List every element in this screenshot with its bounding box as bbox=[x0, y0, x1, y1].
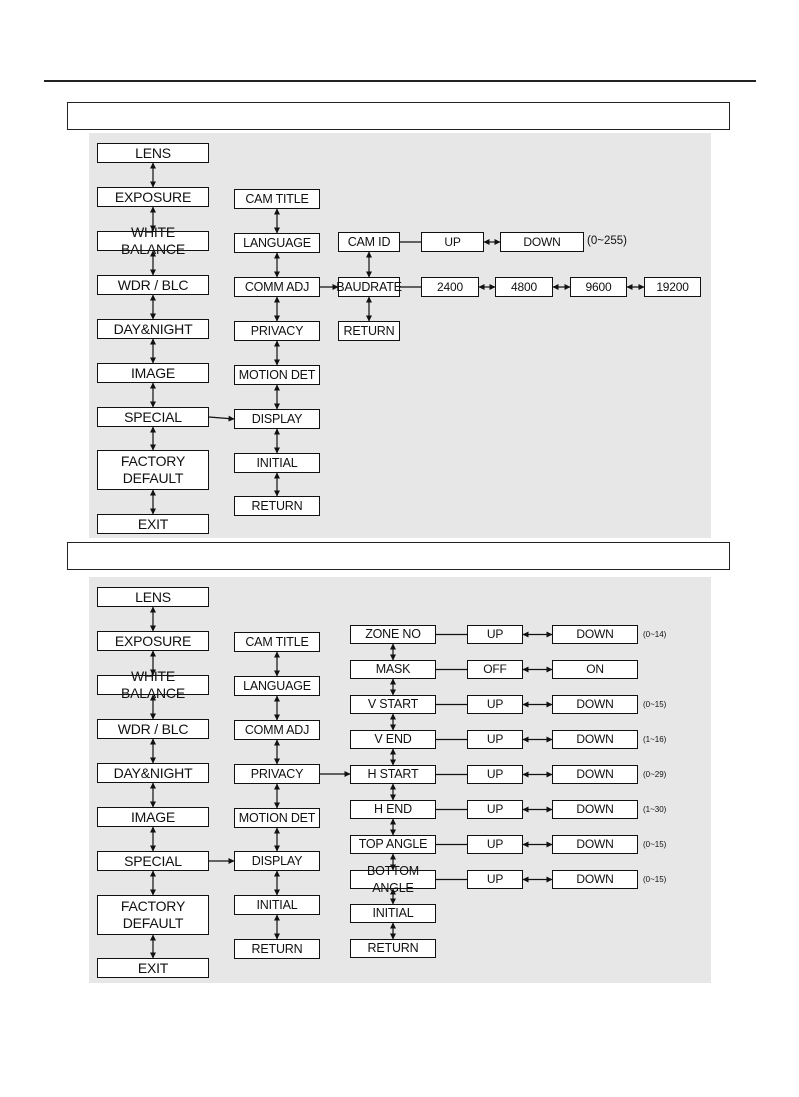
privacy-bottom-angle-range-label: (0~15) bbox=[643, 875, 667, 884]
main-menu-wdr-blc-2: WDR / BLC bbox=[97, 719, 209, 739]
special-menu-comm-adj-2: COMM ADJ bbox=[234, 720, 320, 740]
privacy-top-angle-range-label: (0~15) bbox=[643, 840, 667, 849]
privacy-bottom-angle-down-value: DOWN bbox=[552, 870, 638, 889]
privacy-v-end-down-value: DOWN bbox=[552, 730, 638, 749]
privacy-v-end-up-value: UP bbox=[467, 730, 523, 749]
special-menu-display-2: DISPLAY bbox=[234, 851, 320, 871]
privacy-top-angle-down-value: DOWN bbox=[552, 835, 638, 854]
main-menu-exposure: EXPOSURE bbox=[97, 187, 209, 207]
special-menu-comm-adj: COMM ADJ bbox=[234, 277, 320, 297]
privacy-menu-return: RETURN bbox=[350, 939, 436, 958]
main-menu-image-2: IMAGE bbox=[97, 807, 209, 827]
privacy-h-start-up-value: UP bbox=[467, 765, 523, 784]
privacy-menu-top-angle: TOP ANGLE bbox=[350, 835, 436, 854]
baudrate-19200: 19200 bbox=[644, 277, 701, 297]
privacy-zone-no-range-label: (0~14) bbox=[643, 630, 667, 639]
main-menu-exit-2: EXIT bbox=[97, 958, 209, 978]
privacy-h-end-range-label: (1~30) bbox=[643, 805, 667, 814]
main-menu-exit: EXIT bbox=[97, 514, 209, 534]
privacy-zone-no-down-value: DOWN bbox=[552, 625, 638, 644]
cam-id-range-label: (0~255) bbox=[587, 235, 627, 247]
privacy-menu-h-start: H START bbox=[350, 765, 436, 784]
main-menu-lens-2: LENS bbox=[97, 587, 209, 607]
privacy-menu-v-end: V END bbox=[350, 730, 436, 749]
main-menu-factory-default: FACTORY DEFAULT bbox=[97, 450, 209, 490]
privacy-v-start-range-label: (0~15) bbox=[643, 700, 667, 709]
main-menu-exposure-2: EXPOSURE bbox=[97, 631, 209, 651]
privacy-menu-bottom-angle: BOTTOM ANGLE bbox=[350, 870, 436, 889]
special-menu-motion-det: MOTION DET bbox=[234, 365, 320, 385]
privacy-h-start-down-value: DOWN bbox=[552, 765, 638, 784]
special-menu-initial-2: INITIAL bbox=[234, 895, 320, 915]
privacy-mask-on-value: ON bbox=[552, 660, 638, 679]
privacy-zone-no-up-value: UP bbox=[467, 625, 523, 644]
privacy-top-angle-up-value: UP bbox=[467, 835, 523, 854]
main-menu-image: IMAGE bbox=[97, 363, 209, 383]
special-menu-cam-title: CAM TITLE bbox=[234, 189, 320, 209]
special-menu-privacy-2: PRIVACY bbox=[234, 764, 320, 784]
privacy-h-end-up-value: UP bbox=[467, 800, 523, 819]
main-menu-day-night-2: DAY&NIGHT bbox=[97, 763, 209, 783]
privacy-v-start-up-value: UP bbox=[467, 695, 523, 714]
special-menu-return: RETURN bbox=[234, 496, 320, 516]
comm-menu-cam-id: CAM ID bbox=[338, 232, 400, 252]
main-menu-lens: LENS bbox=[97, 143, 209, 163]
special-menu-initial: INITIAL bbox=[234, 453, 320, 473]
special-menu-return-2: RETURN bbox=[234, 939, 320, 959]
cam-id-up-value: UP bbox=[421, 232, 484, 252]
baudrate-2400: 2400 bbox=[421, 277, 479, 297]
main-menu-factory-default-2: FACTORY DEFAULT bbox=[97, 895, 209, 935]
cam-id-down-value: DOWN bbox=[500, 232, 584, 252]
special-menu-motion-det-2: MOTION DET bbox=[234, 808, 320, 828]
privacy-menu-initial: INITIAL bbox=[350, 904, 436, 923]
privacy-menu-h-end: H END bbox=[350, 800, 436, 819]
privacy-menu-mask: MASK bbox=[350, 660, 436, 679]
arrow-connector bbox=[209, 417, 234, 419]
main-menu-white-balance: WHITE BALANCE bbox=[97, 231, 209, 251]
special-menu-privacy: PRIVACY bbox=[234, 321, 320, 341]
comm-menu-return: RETURN bbox=[338, 321, 400, 341]
special-menu-language: LANGUAGE bbox=[234, 233, 320, 253]
baudrate-9600: 9600 bbox=[570, 277, 627, 297]
privacy-h-start-range-label: (0~29) bbox=[643, 770, 667, 779]
privacy-bottom-angle-up-value: UP bbox=[467, 870, 523, 889]
main-menu-day-night: DAY&NIGHT bbox=[97, 319, 209, 339]
special-menu-display: DISPLAY bbox=[234, 409, 320, 429]
main-menu-special: SPECIAL bbox=[97, 407, 209, 427]
privacy-menu-v-start: V START bbox=[350, 695, 436, 714]
baudrate-4800: 4800 bbox=[495, 277, 553, 297]
privacy-v-end-range-label: (1~16) bbox=[643, 735, 667, 744]
privacy-mask-off-value: OFF bbox=[467, 660, 523, 679]
main-menu-special-2: SPECIAL bbox=[97, 851, 209, 871]
main-menu-white-balance-2: WHITE BALANCE bbox=[97, 675, 209, 695]
privacy-v-start-down-value: DOWN bbox=[552, 695, 638, 714]
privacy-h-end-down-value: DOWN bbox=[552, 800, 638, 819]
main-menu-wdr-blc: WDR / BLC bbox=[97, 275, 209, 295]
special-menu-cam-title-2: CAM TITLE bbox=[234, 632, 320, 652]
privacy-menu-zone-no: ZONE NO bbox=[350, 625, 436, 644]
special-menu-language-2: LANGUAGE bbox=[234, 676, 320, 696]
comm-menu-baudrate: BAUDRATE bbox=[338, 277, 400, 297]
